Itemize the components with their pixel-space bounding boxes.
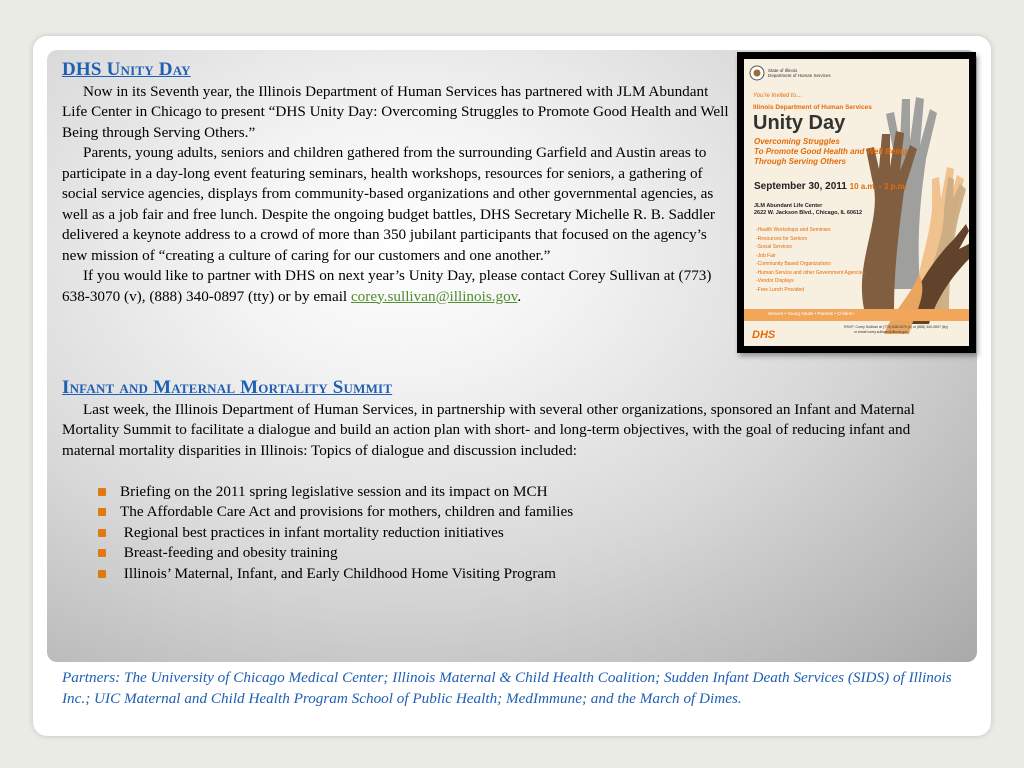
poster-audience: Seniors • Young Adults • Parents • Children	[768, 311, 854, 316]
poster-feature: -Human Service and other Government Agencies	[756, 269, 865, 276]
unity-day-poster	[737, 52, 976, 353]
poster-feature: -Resources for Seniors	[756, 235, 808, 242]
list-item-text: Breast-feeding and obesity training	[120, 544, 338, 561]
list-item-text: The Affordable Care Act and provisions for mothers, children and families	[120, 503, 574, 520]
poster-date-text: September 30, 2011	[754, 181, 847, 192]
list-item	[98, 502, 962, 523]
unity-day-paragraph-2: Parents, young adults, seniors and children gathered from the surrounding Garfield and Austin areas to participate in a day-long event featuring seminars, health workshops, resources for seniors, a gathering of social service agencies, displays from community-based organizations and other governmental agencies, as well as a job fair and free lunch. Despite the ongoing budget battles, DHS Secretary Michelle R. B. Saddler delivered a keynote address to a crowd of more than 350 jubilant participants that focused on the agency’s new mission of “creating a culture of caring for our customers and one another.”	[62, 144, 715, 264]
bullet-square-icon	[98, 508, 106, 516]
bullet-square-icon	[98, 570, 106, 578]
poster-features	[756, 226, 865, 294]
poster-venue: JLM Abundant Life Center	[754, 203, 823, 209]
poster-feature: -Social Services	[756, 244, 792, 250]
list-item-text: Regional best practices in infant mortality reduction initiatives	[120, 523, 504, 541]
unity-day-heading: DHS Unity Day	[62, 59, 191, 80]
poster-rsvp: RSVP: Corey Sullivan at (773) 638-3070 (v) or (888) 340-0897 (tty)	[844, 325, 948, 329]
unity-day-paragraph-3	[62, 266, 732, 307]
poster-org-line2: Department of Human Services	[768, 73, 831, 78]
poster-title: Unity Day	[753, 112, 846, 134]
poster-dept: Illinois Department of Human Services	[753, 104, 872, 111]
contact-email-link[interactable]: corey.sullivan@illinois.gov	[350, 287, 518, 305]
poster-date	[754, 181, 907, 192]
poster-rsvp-email: or email corey.sullivan@illinois.gov	[854, 330, 909, 334]
bullet-square-icon	[98, 529, 106, 537]
poster-subtitle-2: To Promote Good Health and Well Being	[754, 147, 908, 156]
poster-time: 10 a.m. - 3 p.m.	[849, 182, 907, 191]
list-item-text: Illinois’ Maternal, Infant, and Early Childhood Home Visiting Program	[120, 564, 556, 582]
list-item	[98, 482, 962, 503]
list-item	[98, 564, 962, 585]
bullet-square-icon	[98, 549, 106, 557]
bullet-square-icon	[98, 488, 106, 496]
poster-feature: -Community Based Organizations	[756, 261, 831, 267]
list-item	[98, 523, 962, 544]
summit-heading: Infant and Maternal Mortality Summit	[62, 377, 393, 398]
poster-dhs-logo: DHS	[752, 329, 776, 341]
contact-period: .	[517, 287, 522, 305]
unity-day-section	[62, 60, 732, 307]
list-item	[98, 543, 962, 564]
list-item-text: Briefing on the 2011 spring legislative session and its impact on MCH	[120, 482, 548, 500]
poster-feature: -Job Fair	[756, 252, 776, 259]
contact-text: If you would like to partner with DHS on next year’s Unity Day, please contact Corey Sullivan at (773) 638-3070 (v), (888) 340-0897 (tty) or by email	[62, 267, 712, 305]
summit-paragraph: Last week, the Illinois Department of Human Services, in partnership with several other organizations, sponsored an Infant and Maternal Mortality Summit to facilitate a dialogue and build an action plan with short- and long-term objectives, with the goal of reducing infant and maternal mortality disparities in Illinois: Topics of dialogue and discussion included:	[62, 400, 915, 459]
poster-invited: You're Invited to....	[753, 93, 803, 99]
poster-feature: -Vendor Displays	[756, 278, 794, 284]
unity-day-paragraph-1: Now in its Seventh year, the Illinois Department of Human Services has partnered with JLM Abundant Life Center in Chicago to present “DHS Unity Day: Overcoming Struggles to Promote Good Health and Well Being through Serving Others.”	[62, 82, 729, 141]
poster-subtitle-3: Through Serving Others	[754, 157, 847, 166]
summit-topics-list	[98, 482, 962, 585]
poster-org-line1: State of Illinois	[768, 68, 798, 73]
poster-address: 2622 W. Jackson Blvd., Chicago, IL 60612	[754, 210, 863, 216]
partners-footer: Partners: The University of Chicago Medical Center; Illinois Maternal & Child Health Coalition; Sudden Infant Death Services (SIDS) of Illinois Inc.; UIC Maternal and Child Health Program School of Public Health; MedImmune; and the March of Dimes.	[62, 669, 952, 707]
poster-content	[744, 59, 969, 346]
summit-section	[62, 378, 962, 584]
poster-subtitle-1: Overcoming Struggles	[754, 137, 840, 146]
poster-feature: -Health Workshops and Seminars	[756, 227, 831, 233]
poster-feature: -Free Lunch Provided	[756, 286, 805, 293]
